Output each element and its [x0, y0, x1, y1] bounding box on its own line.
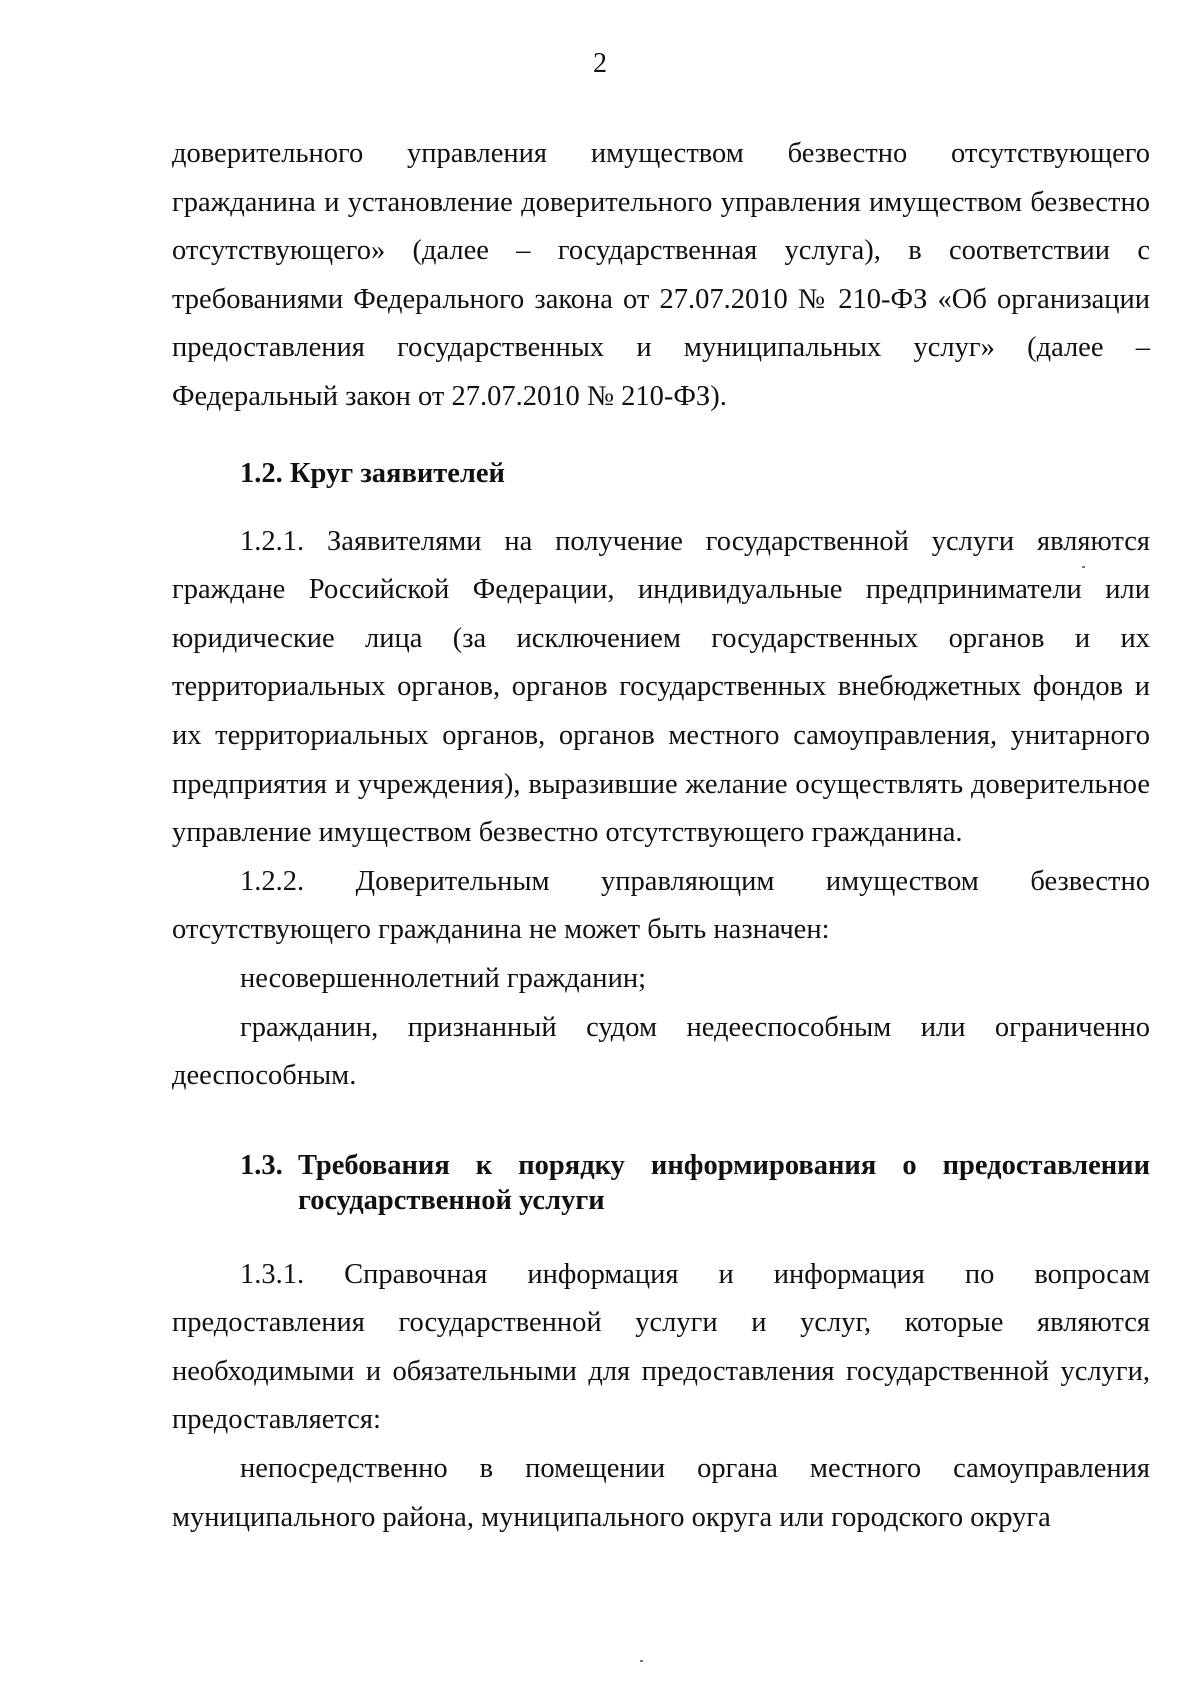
scan-speck — [1082, 566, 1085, 568]
intro-paragraph: доверительного управления имуществом безвестно отсутствующего гражданина и установление доверительного управления имуществом безвестно отсутствующего» (далее – государственная услуга), в соответствии с требованиями Федерального закона от 27.07.2010 № 210-ФЗ «Об организации предоставления государственных и муниципальных услуг» (далее – Федеральный закон от 27.07.2010 № 210-ФЗ). — [172, 138, 1150, 412]
page-number: 2 — [593, 48, 607, 79]
paragraph-1-3-1: 1.3.1. Справочная информация и информация по вопросам предоставления государственной услуги и услуг, которые являются необходимыми и обязательными для предоставления государственной услуги, предоставляется: — [172, 1258, 1150, 1436]
section-1-3-heading — [172, 1148, 1150, 1218]
section-1-3-heading-text: Требования к порядку информирования о предоставлении государственной услуги — [298, 1149, 1150, 1216]
section-1-3-heading-number: 1.3. — [240, 1149, 283, 1181]
list-item-incapable: гражданин, признанный судом недееспособным или ограниченно дееспособным. — [172, 1011, 1150, 1092]
document-body — [172, 130, 1150, 1542]
paragraph-1-2-1: 1.2.1. Заявителями на получение государственной услуги являются граждане Российской Федерации, индивидуальные предприниматели или юридические лица (за исключением государственных органов и их территориальных органов, органов государственных внебюджетных фондов и их территориальных органов, органов местного самоуправления, унитарного предприятия и учреждения), выразившие желание осуществлять доверительное управление имуществом безвестно отсутствующего гражданина. — [172, 525, 1150, 849]
paragraph-1-2-2: 1.2.2. Доверительным управляющим имуществом безвестно отсутствующего гражданина не может быть назначен: — [172, 865, 1150, 946]
section-1-2-heading: 1.2. Круг заявителей — [240, 457, 505, 489]
list-item-minor: несовершеннолетний гражданин; — [240, 962, 646, 994]
scan-speck — [640, 1660, 643, 1662]
paragraph-1-3-1-item-1: непосредственно в помещении органа местного самоуправления муниципального района, муниципального округа или городского округа — [172, 1453, 1150, 1533]
